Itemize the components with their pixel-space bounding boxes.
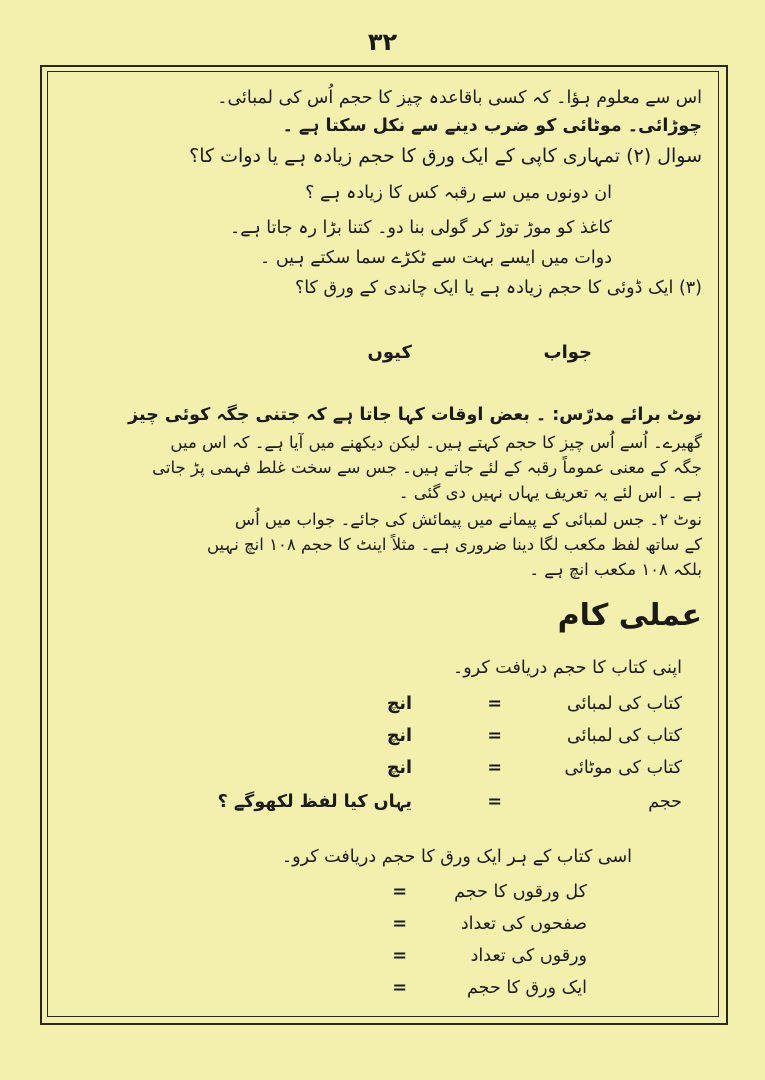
question-3-line: (۳) ایک ڈوئی کا حجم زیادہ ہے یا ایک چاندی کے ورق کا؟ — [294, 278, 702, 298]
practical-work-heading: عملی کام — [557, 598, 702, 633]
exercise-1-row — [62, 722, 702, 750]
equals-sign: = — [392, 978, 407, 998]
paragraph-line: ان دونوں میں سے رقبہ کس کا زیادہ ہے ؟ — [305, 183, 612, 203]
paragraph-line: اس سے معلوم ہؤا۔ کہ کسی باقاعدہ چیز کا حجم اُس کی لمبائی۔ — [217, 88, 702, 108]
answer-label: جواب — [543, 342, 592, 363]
equals-sign: = — [487, 792, 502, 812]
unit-inch: انچ — [386, 726, 412, 746]
equals-sign: = — [487, 694, 502, 714]
note-2-line: بلکہ ۱۰۸ مکعب انچ ہے ۔ — [529, 560, 702, 579]
exercise-2-row — [62, 910, 702, 938]
exercise-2-row — [62, 974, 702, 1002]
row-label: کل ورقوں کا حجم — [454, 882, 587, 902]
exercise-1-row — [62, 754, 702, 782]
page-content — [62, 80, 702, 1000]
note-2-line: نوٹ ۲۔ جس لمبائی کے پیمانے میں پیمائش کی جائے۔ جواب میں اُس — [234, 510, 702, 529]
equals-sign: = — [392, 882, 407, 902]
row-question: یہاں کیا لفظ لکھوگے ؟ — [217, 792, 412, 812]
page-number: ۳۲ — [367, 28, 398, 56]
paragraph-line: چوڑائی۔ موٹائی کو ضرب دینے سے نکل سکتا ہے ۔ — [282, 116, 702, 136]
row-label: صفحوں کی تعداد — [460, 914, 587, 934]
exercise-1-row — [62, 788, 702, 816]
unit-inch: انچ — [386, 694, 412, 714]
paragraph-line: دوات میں ایسے بہت سے ٹکڑے سما سکتے ہیں ۔ — [260, 248, 612, 268]
teacher-note-line: جگہ کے معنی عموماً رقبہ کے لئے جاتے ہیں۔ جس سے سخت غلط فہمی پڑ جاتی — [152, 458, 702, 477]
question-2-line: سوال (۲) تمہاری کاپی کے ایک ورق کا حجم زیادہ ہے یا دوات کا؟ — [189, 145, 702, 167]
teacher-note-line: نوٹ برائے مدرّس: ۔ بعض اوقات کہا جاتا ہے کہ جتنی جگہ کوئی چیز — [128, 405, 702, 425]
row-label: کتاب کی لمبائی — [567, 726, 682, 746]
row-label: کتاب کی لمبائی — [567, 694, 682, 714]
row-label: حجم — [648, 792, 682, 812]
row-label: کتاب کی موٹائی — [564, 758, 682, 778]
why-label: کیوں — [367, 342, 412, 363]
row-label: ورقوں کی تعداد — [470, 946, 587, 966]
row-label: ایک ورق کا حجم — [467, 978, 587, 998]
exercise-1-row — [62, 690, 702, 718]
exercise-1-intro: اپنی کتاب کا حجم دریافت کرو۔ — [453, 658, 682, 678]
teacher-note-line: گھیرے۔ اُسے اُس چیز کا حجم کہتے ہیں۔ لیکن دیکھنے میں آیا ہے۔ کہ اس میں — [170, 433, 702, 452]
note-2-line: کے ساتھ لفظ مکعب لگا دینا ضروری ہے۔ مثلاً اینٹ کا حجم ۱۰۸ انچ نہیں — [206, 535, 702, 554]
equals-sign: = — [392, 946, 407, 966]
equals-sign: = — [487, 758, 502, 778]
equals-sign: = — [392, 914, 407, 934]
exercise-2-row — [62, 878, 702, 906]
paragraph-line: کاغذ کو موڑ توڑ کر گولی بنا دو۔ کتنا بڑا رہ جاتا ہے۔ — [229, 218, 612, 238]
unit-inch: انچ — [386, 758, 412, 778]
exercise-2-row — [62, 942, 702, 970]
teacher-note-line: ہے ۔ اس لئے یہ تعریف یہاں نہیں دی گئی ۔ — [398, 483, 702, 502]
equals-sign: = — [487, 726, 502, 746]
exercise-2-intro: اسی کتاب کے ہر ایک ورق کا حجم دریافت کرو۔ — [281, 847, 632, 867]
